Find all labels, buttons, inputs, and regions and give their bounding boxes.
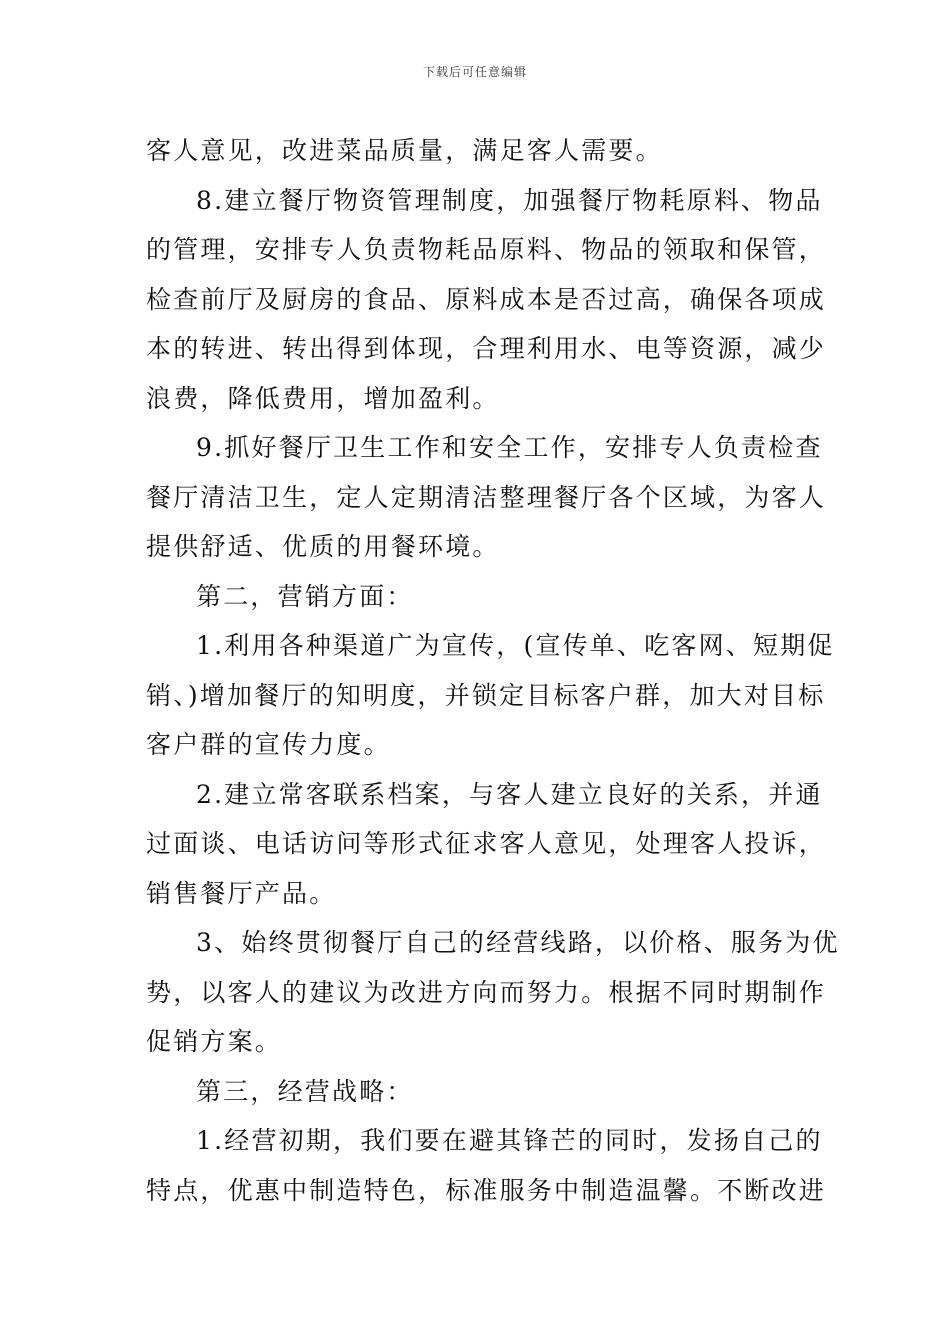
text-line: 本的转进、转出得到体现，合理利用水、电等资源，减少 [146, 334, 827, 363]
text-line: 特点，优惠中制造特色，标准服务中制造温馨。不断改进 [146, 1175, 827, 1205]
text-line: 浪费，降低费用，增加盈利。 [146, 383, 500, 413]
text-line: 提供舒适、优质的用餐环境。 [146, 532, 500, 561]
text-line: 2.建立常客联系档案，与客人建立良好的关系，并通 [196, 779, 823, 809]
page-header: 下载后可任意编辑 [422, 65, 527, 79]
text-line: 3、始终贯彻餐厅自己的经营线路，以价格、服务为优 [196, 928, 840, 957]
document-body [146, 126, 840, 1215]
text-line: 检查前厅及厨房的食品、原料成本是否过高，确保各项成 [146, 284, 827, 314]
text-line: 的管理，安排专人负责物耗品原料、物品的领取和保管， [146, 235, 827, 264]
text-line: 销、)增加餐厅的知明度，并锁定目标客户群，加大对目标 [146, 680, 826, 710]
text-line: 客人意见，改进菜品质量，满足客人需要。 [146, 136, 663, 165]
text-line: 8.建立餐厅物资管理制度，加强餐厅物耗原料、物品 [196, 185, 823, 215]
text-line: 势，以客人的建议为改进方向而努力。根据不同时期制作 [146, 977, 827, 1007]
text-line: 销售餐厅产品。 [146, 878, 337, 908]
text-line: 9.抓好餐厅卫生工作和安全工作，安排专人负责检查 [196, 433, 823, 462]
text-line: 1.经营初期，我们要在避其锋芒的同时，发扬自己的 [196, 1126, 823, 1155]
text-line: 过面谈、电话访问等形式征求客人意见，处理客人投诉， [146, 829, 827, 858]
section-heading: 第二，营销方面： [196, 581, 414, 611]
text-line: 促销方案。 [146, 1027, 283, 1056]
text-line: 客户群的宣传力度。 [146, 730, 391, 759]
text-line: 1.利用各种渠道广为宣传，(宣传单、吃客网、短期促 [196, 631, 835, 660]
section-heading: 第三，经营战略： [196, 1076, 414, 1106]
text-line: 餐厅清洁卫生，定人定期清洁整理餐厅各个区域，为客人 [146, 482, 827, 512]
